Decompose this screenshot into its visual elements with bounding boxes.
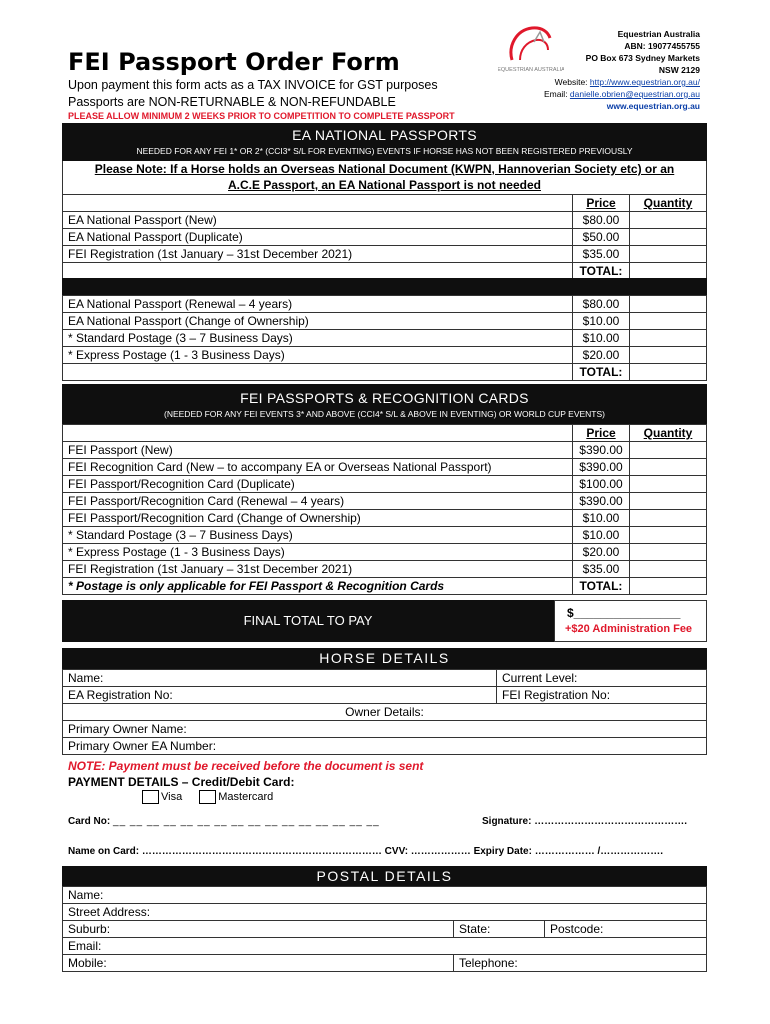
quantity-field[interactable] [630, 476, 707, 493]
signature-field[interactable]: Signature: ………………………………………. [482, 816, 688, 827]
name-on-card-field[interactable]: Name on Card: ……………………………………………………………… CVV: ……………… Expiry Date: ……………… /………………. [68, 846, 664, 857]
quantity-field[interactable] [630, 510, 707, 527]
postal-heading: POSTAL DETAILS [316, 868, 453, 884]
visa-label: Visa [161, 790, 183, 803]
website-text: www.equestrian.org.au [606, 101, 700, 111]
table-row: FEI Passport (New) $390.00 [63, 442, 707, 459]
website-link[interactable]: http://www.equestrian.org.au/ [589, 77, 700, 87]
state-field[interactable]: State: [454, 921, 545, 938]
primary-owner-name-field[interactable]: Primary Owner Name: [63, 721, 707, 738]
horse-section-header [62, 648, 707, 669]
table-row: FEI Passport/Recognition Card (Change of Ownership) $10.00 [63, 510, 707, 527]
mobile-field[interactable]: Mobile: [63, 955, 454, 972]
quantity-field[interactable] [630, 229, 707, 246]
horse-details-table [62, 669, 707, 704]
total-label: TOTAL: [573, 578, 630, 595]
fei-heading: FEI PASSPORTS & RECOGNITION CARDS [240, 390, 529, 406]
tax-invoice-line: Upon payment this form acts as a TAX INVOICE for GST purposes [68, 78, 438, 92]
total-label: TOTAL: [573, 364, 630, 381]
form-title: FEI Passport Order Form [68, 48, 400, 76]
org-name: Equestrian Australia [617, 29, 700, 39]
card-number-field[interactable]: Card No: __ __ __ __ __ __ __ __ __ __ __ __ __ __ __ __ [68, 816, 380, 827]
ea-heading: EA NATIONAL PASSPORTS [292, 127, 477, 143]
postal-details-table [62, 886, 707, 972]
price-header: Price [573, 195, 630, 212]
quantity-field[interactable] [630, 347, 707, 364]
ea-note-line1: Please Note: If a Horse holds an Overseas National Document (KWPN, Hannoverian Society etc) or an [94, 162, 675, 176]
quantity-field[interactable] [630, 246, 707, 263]
quantity-field[interactable] [630, 493, 707, 510]
horse-heading: HORSE DETAILS [319, 650, 450, 666]
owner-details-label: Owner Details: [63, 704, 707, 721]
ea-registration-field[interactable]: EA Registration No: [63, 687, 497, 704]
admin-fee: +$20 Administration Fee [565, 623, 693, 635]
mastercard-checkbox[interactable] [199, 790, 216, 804]
table-row: FEI Recognition Card (New – to accompany EA or Overseas National Passport) $390.00 [63, 459, 707, 476]
suburb-field[interactable]: Suburb: [63, 921, 454, 938]
primary-owner-ea-field[interactable]: Primary Owner EA Number: [63, 738, 707, 755]
section-divider [62, 278, 707, 296]
non-refundable-line: Passports are NON-RETURNABLE & NON-REFUNDABLE [68, 95, 396, 109]
quantity-field[interactable] [630, 544, 707, 561]
quantity-header: Quantity [630, 425, 707, 442]
table-row: EA National Passport (Duplicate) $50.00 [63, 229, 707, 246]
email-field[interactable]: Email: [63, 938, 707, 955]
table-row: * Standard Postage (3 – 7 Business Days) $10.00 [63, 527, 707, 544]
street-address-field[interactable]: Street Address: [63, 904, 707, 921]
ea-price-table-2 [62, 295, 707, 381]
total-label: TOTAL: [573, 263, 630, 280]
table-row: * Standard Postage (3 – 7 Business Days) $10.00 [63, 330, 707, 347]
horse-name-field[interactable]: Name: [63, 670, 497, 687]
org-abn: ABN: 19077455755 [624, 41, 700, 51]
quantity-field[interactable] [630, 459, 707, 476]
total-field[interactable] [630, 263, 707, 280]
table-row: EA National Passport (New) $80.00 [63, 212, 707, 229]
postage-note: * Postage is only applicable for FEI Passport & Recognition Cards [63, 578, 573, 595]
quantity-field[interactable] [630, 212, 707, 229]
current-level-field[interactable]: Current Level: [497, 670, 707, 687]
email-link[interactable]: danielle.obrien@equestrian.org.au [569, 89, 700, 99]
table-row: FEI Passport/Recognition Card (Renewal – 4 years) $390.00 [63, 493, 707, 510]
fei-price-table [62, 424, 707, 595]
email-label: Email: [543, 89, 570, 99]
quantity-field[interactable] [630, 442, 707, 459]
postcode-field[interactable]: Postcode: [545, 921, 707, 938]
final-total-box[interactable] [554, 600, 707, 642]
visa-checkbox[interactable] [142, 790, 159, 804]
table-row: FEI Passport/Recognition Card (Duplicate) $100.00 [63, 476, 707, 493]
logo-text: EQUESTRIAN AUSTRALIA [498, 67, 564, 73]
owner-details-table [62, 703, 707, 755]
final-total-amount: $________________ [567, 606, 681, 620]
ea-note-line2: A.C.E Passport, an EA National Passport is not needed [228, 178, 541, 192]
payment-title: PAYMENT DETAILS – Credit/Debit Card: [68, 775, 295, 789]
total-field[interactable] [630, 578, 707, 595]
org-state: NSW 2129 [658, 65, 700, 75]
quantity-field[interactable] [630, 527, 707, 544]
table-row: FEI Registration (1st January – 31st December 2021) $35.00 [63, 561, 707, 578]
quantity-field[interactable] [630, 561, 707, 578]
telephone-field[interactable]: Telephone: [454, 955, 707, 972]
fei-section-header [62, 384, 707, 424]
quantity-field[interactable] [630, 296, 707, 313]
table-row: * Express Postage (1 - 3 Business Days) $20.00 [63, 347, 707, 364]
org-po-box: PO Box 673 Sydney Markets [585, 53, 700, 63]
ea-section-header [62, 123, 707, 161]
quantity-field[interactable] [630, 313, 707, 330]
quantity-field[interactable] [630, 330, 707, 347]
ea-price-table-1 [62, 194, 707, 280]
table-row: * Express Postage (1 - 3 Business Days) $20.00 [63, 544, 707, 561]
quantity-header: Quantity [630, 195, 707, 212]
table-row: EA National Passport (Renewal – 4 years) $80.00 [63, 296, 707, 313]
warning-text: PLEASE ALLOW MINIMUM 2 WEEKS PRIOR TO COMPETITION TO COMPLETE PASSPORT [68, 111, 455, 121]
website-label: Website: [554, 77, 590, 87]
fei-subheading: (NEEDED FOR ANY FEI EVENTS 3* AND ABOVE (CCI4* S/L & ABOVE IN EVENTING) OR WORLD CUP EVENTS) [164, 409, 605, 419]
org-contact [544, 28, 700, 112]
payment-note: NOTE: Payment must be received before the document is sent [68, 759, 424, 773]
table-row: EA National Passport (Change of Ownership) $10.00 [63, 313, 707, 330]
price-header: Price [573, 425, 630, 442]
fei-registration-field[interactable]: FEI Registration No: [497, 687, 707, 704]
total-field[interactable] [630, 364, 707, 381]
table-row: FEI Registration (1st January – 31st December 2021) $35.00 [63, 246, 707, 263]
postal-section-header [62, 866, 707, 886]
ea-overseas-note [62, 161, 707, 195]
mastercard-label: Mastercard [218, 790, 274, 803]
postal-name-field[interactable]: Name: [63, 887, 707, 904]
final-total-label: FINAL TOTAL TO PAY [62, 600, 554, 642]
card-type-options [142, 790, 273, 804]
ea-subheading: NEEDED FOR ANY FEI 1* OR 2* (CCI3* S/L FOR EVENTING) EVENTS IF HORSE HAS NOT BEEN REGISTERED PREVIOUSLY [136, 146, 633, 156]
